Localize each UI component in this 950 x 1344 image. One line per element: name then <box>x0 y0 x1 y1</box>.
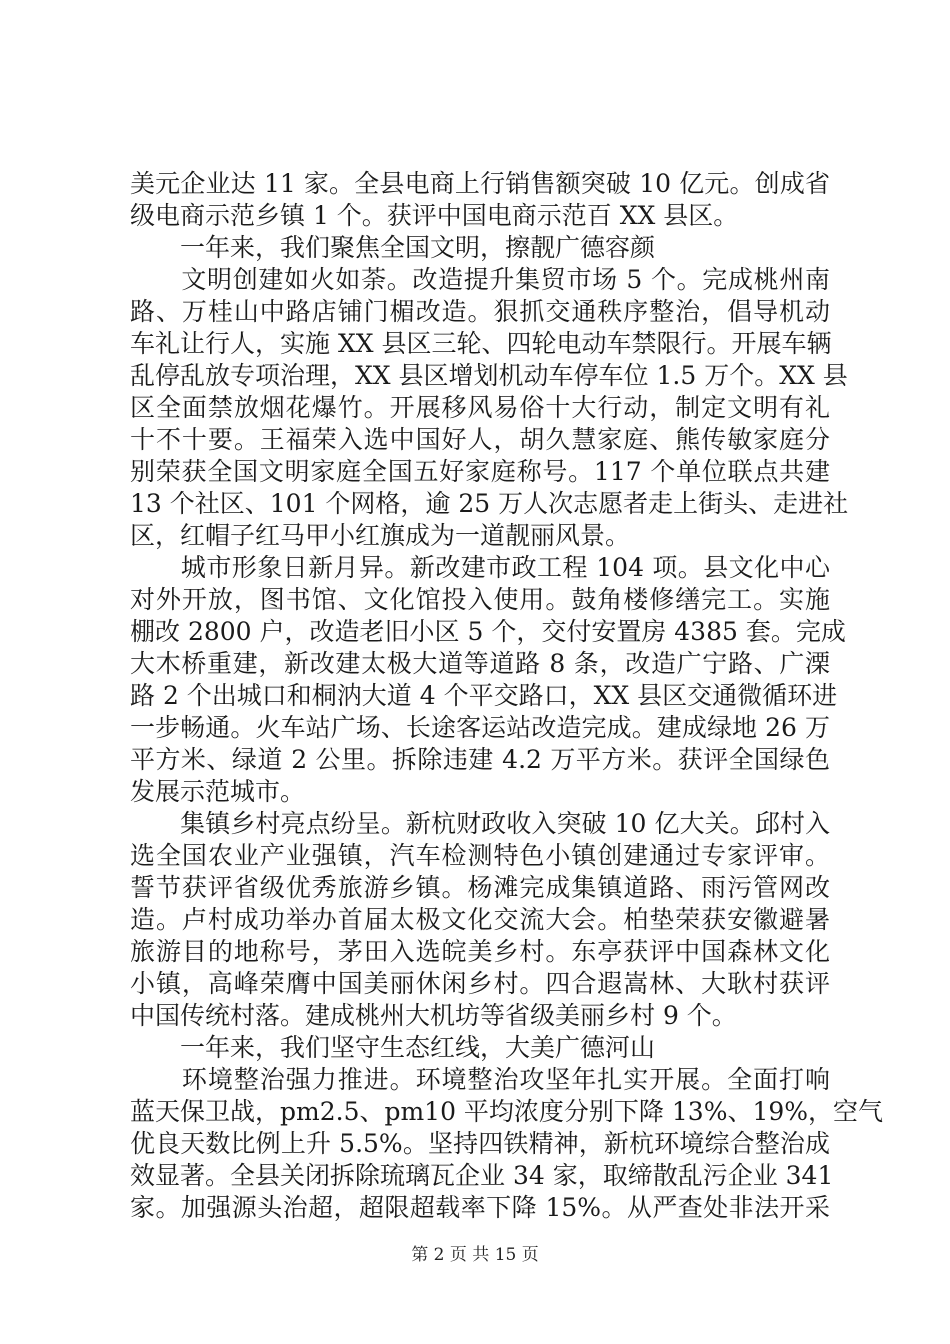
text-line: 誓节获评省级优秀旅游乡镇。杨滩完成集镇道路、雨污管网改 <box>130 873 830 902</box>
text-line: 城市形象日新月异。新改建市政工程 104 项。县文化中心 <box>130 553 830 582</box>
text-line: 效显著。全县关闭拆除琉璃瓦企业 34 家，取缔散乱污企业 341 <box>130 1161 834 1190</box>
text-line: 蓝天保卫战，pm2.5、pm10 平均浓度分别下降 13%、19%，空气 <box>130 1097 884 1126</box>
text-line: 大木桥重建，新改建太极大道等道路 8 条，改造广宁路、广溧 <box>130 649 830 678</box>
text-line: 中国传统村落。建成桃州大机坊等省级美丽乡村 9 个。 <box>130 1001 737 1030</box>
text-line: 车礼让行人，实施 XX 县区三轮、四轮电动车禁限行。开展车辆 <box>130 329 832 358</box>
page-footer: 第 2 页 共 15 页 <box>411 1245 539 1265</box>
text-line: 平方米、绿道 2 公里。拆除违建 4.2 万平方米。获评全国绿色 <box>130 745 830 774</box>
text-line: 十不十要。王福荣入选中国好人，胡久慧家庭、熊传敏家庭分 <box>130 425 830 454</box>
text-line: 集镇乡村亮点纷呈。新杭财政收入突破 10 亿大关。邱村入 <box>130 809 830 838</box>
text-line: 造。卢村成功举办首届太极文化交流大会。柏垫荣获安徽避暑 <box>130 905 830 934</box>
text-line: 对外开放，图书馆、文化馆投入使用。鼓角楼修缮完工。实施 <box>130 585 830 614</box>
text-line: 区，红帽子红马甲小红旗成为一道靓丽风景。 <box>130 521 631 550</box>
section-heading: 一年来，我们聚焦全国文明，擦靓广德容颜 <box>130 233 656 262</box>
text-line: 区全面禁放烟花爆竹。开展移风易俗十大行动，制定文明有礼 <box>130 393 830 422</box>
text-line: 发展示范城市。 <box>130 777 306 806</box>
text-line: 文明创建如火如荼。改造提升集贸市场 5 个。完成桃州南 <box>130 265 830 294</box>
text-line: 美元企业达 11 家。全县电商上行销售额突破 10 亿元。创成省 <box>130 169 830 198</box>
text-line: 棚改 2800 户，改造老旧小区 5 个，交付安置房 4385 套。完成 <box>130 617 846 646</box>
body-text <box>130 168 884 1224</box>
section-heading: 一年来，我们坚守生态红线，大美广德河山 <box>130 1033 656 1062</box>
text-line: 路、万桂山中路店铺门楣改造。狠抓交通秩序整治，倡导机动 <box>130 297 830 326</box>
text-line: 选全国农业产业强镇，汽车检测特色小镇创建通过专家评审。 <box>130 841 830 870</box>
text-line: 优良天数比例上升 5.5%。坚持四铁精神，新杭环境综合整治成 <box>130 1129 830 1158</box>
text-line: 13 个社区、101 个网格，逾 25 万人次志愿者走上街头、走进社 <box>130 489 849 518</box>
text-line: 乱停乱放专项治理，XX 县区增划机动车停车位 1.5 万个。XX 县 <box>130 361 848 390</box>
text-line: 家。加强源头治超，超限超载率下降 15%。从严查处非法开采 <box>130 1193 830 1222</box>
text-line: 别荣获全国文明家庭全国五好家庭称号。117 个单位联点共建 <box>130 457 830 486</box>
text-line: 一步畅通。火车站广场、长途客运站改造完成。建成绿地 26 万 <box>130 713 830 742</box>
text-line: 环境整治强力推进。环境整治攻坚年扎实开展。全面打响 <box>130 1065 830 1094</box>
text-line: 路 2 个出城口和桐汭大道 4 个平交路口，XX 县区交通微循环进 <box>130 681 838 710</box>
text-line: 旅游目的地称号，茅田入选皖美乡村。东亭获评中国森林文化 <box>130 937 830 966</box>
text-line: 小镇，高峰荣膺中国美丽休闲乡村。四合遐嵩林、大耿村获评 <box>130 969 830 998</box>
text-line: 级电商示范乡镇 1 个。获评中国电商示范百 XX 县区。 <box>130 201 739 230</box>
